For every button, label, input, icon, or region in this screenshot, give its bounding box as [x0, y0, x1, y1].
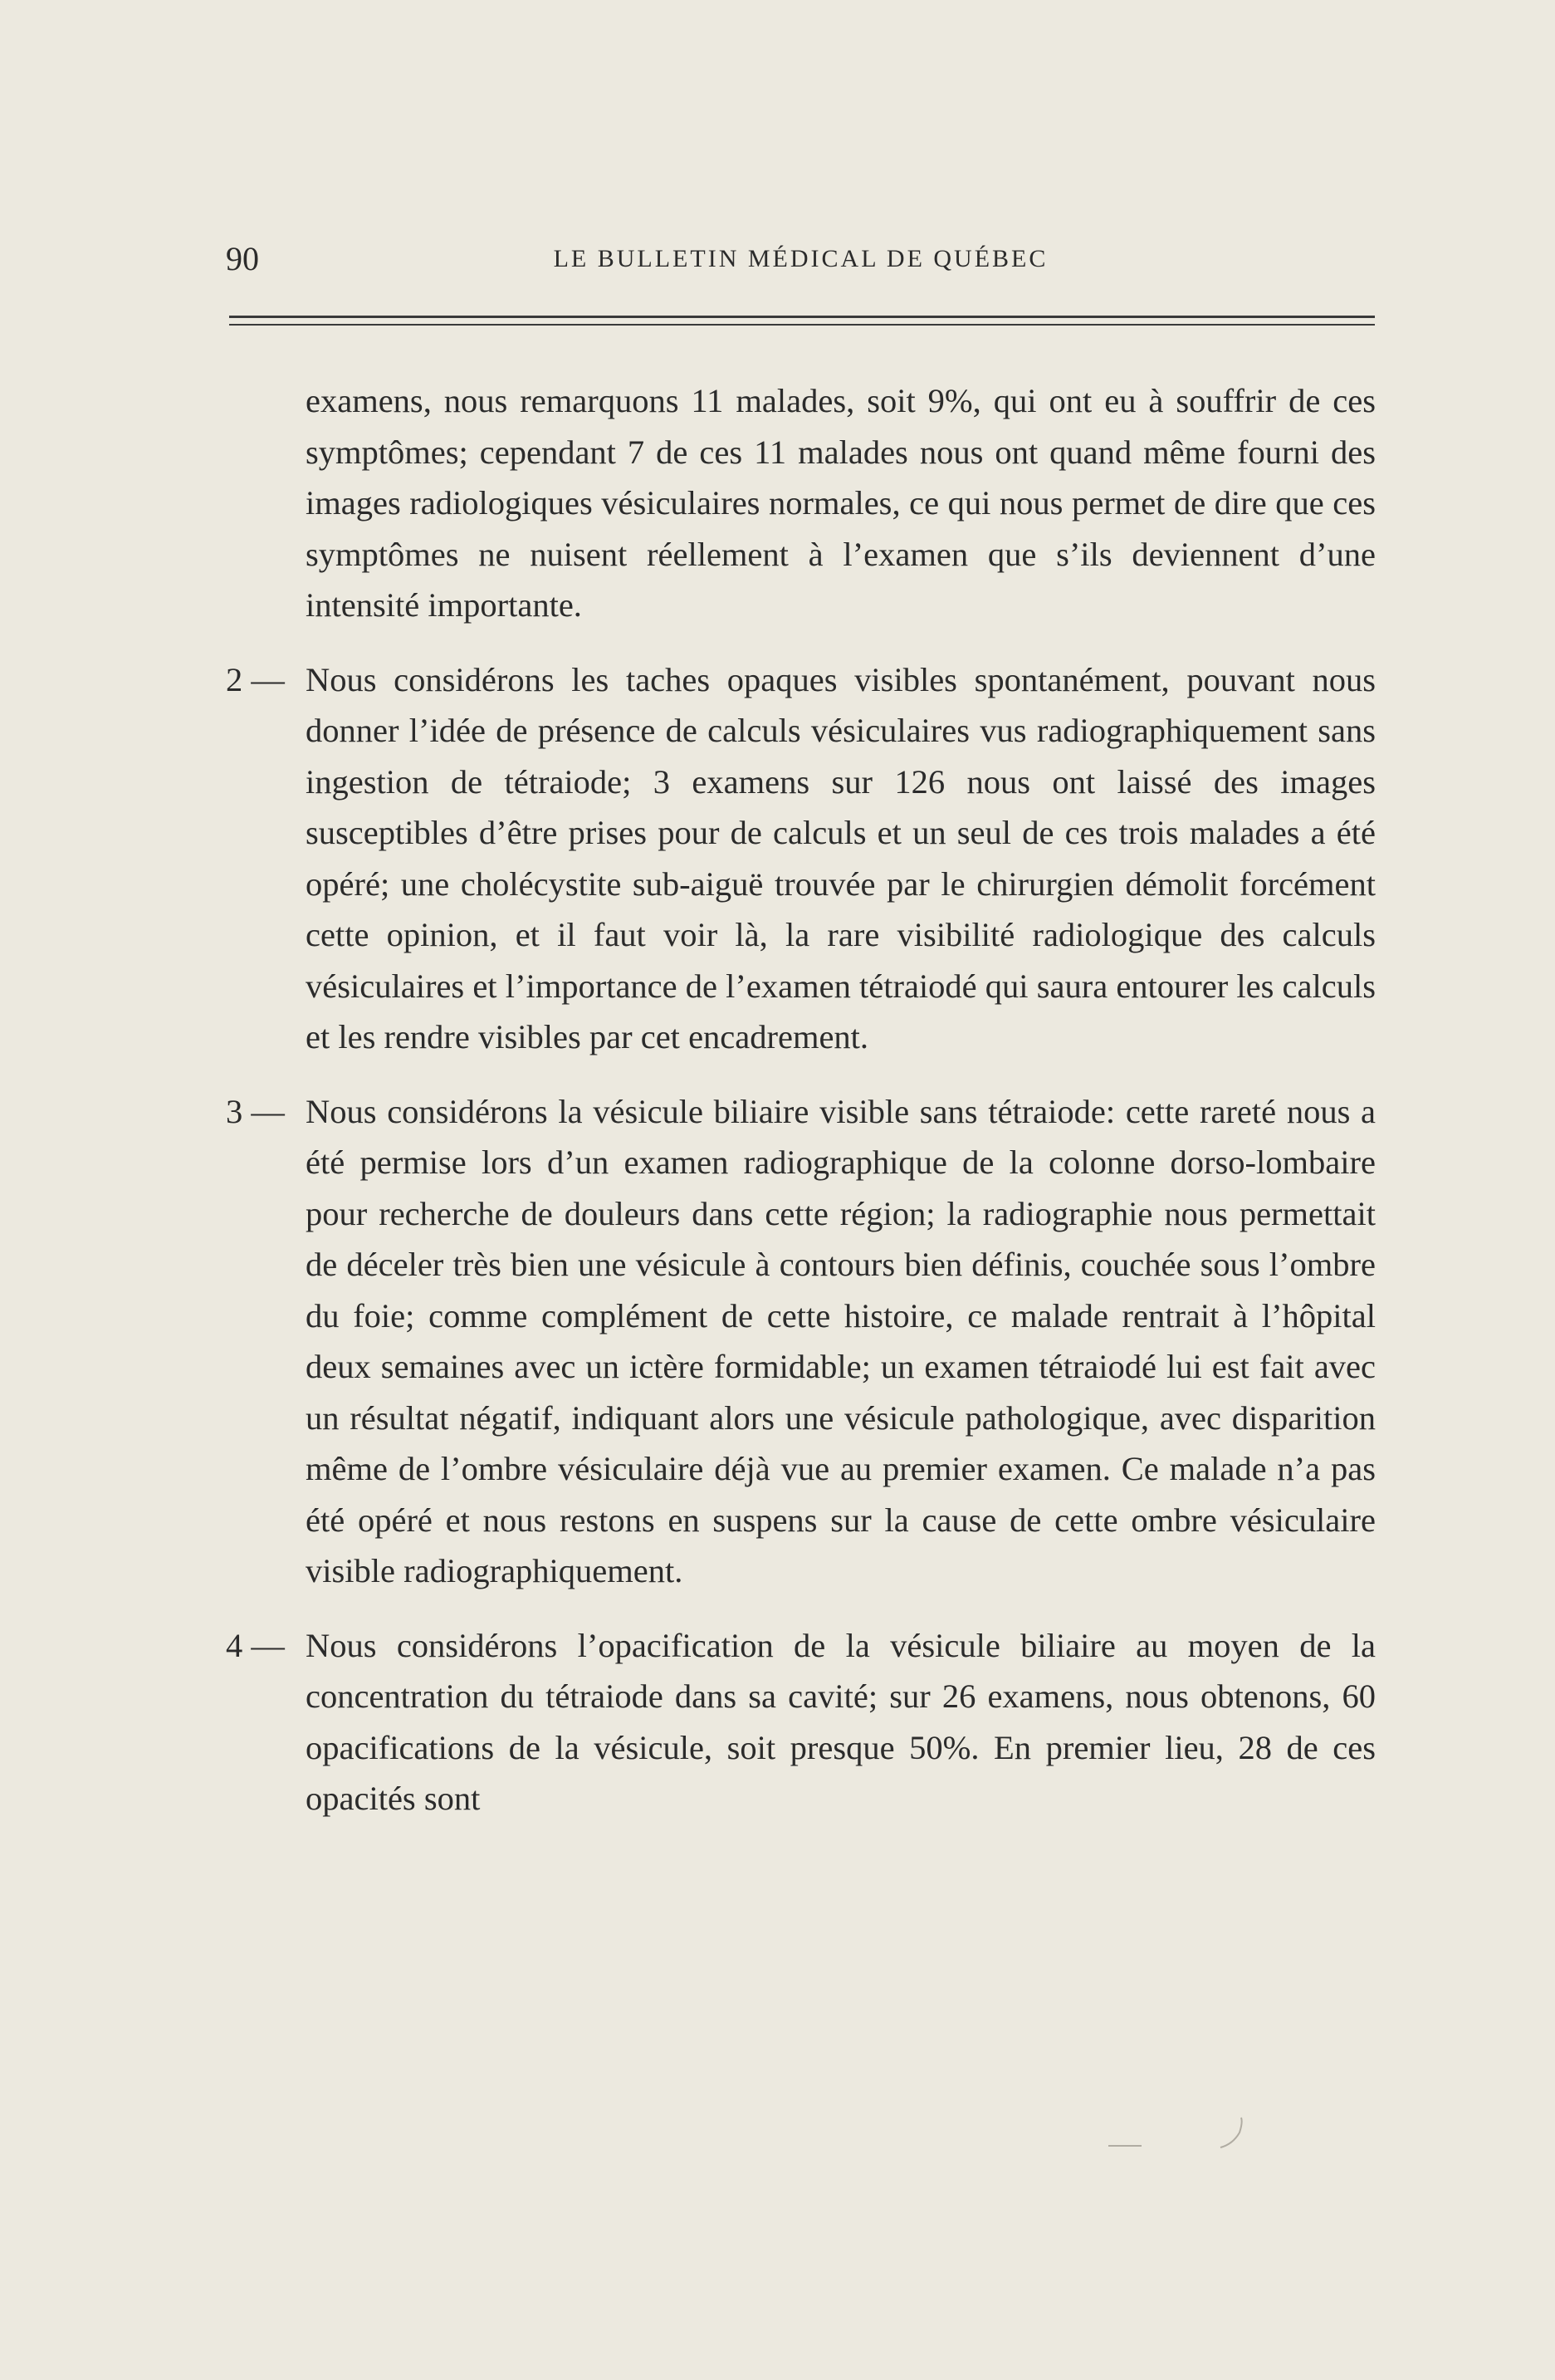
- numbered-paragraph-4: [226, 1620, 1376, 1824]
- continuation-paragraph: examens, nous remarquons 11 malades, soit 9%, qui ont eu à souffrir de ces symptômes; cependant 7 de ces 11 malades nous ont quand même fourni des images radiologiques vésiculaires normales, ce qui nous permet de dire que ces symptômes ne nuisent réellement à l’examen que s’ils deviennent d’une intensité importante.: [306, 382, 1376, 624]
- article-body: [226, 375, 1376, 1824]
- item-number: 2 —: [226, 660, 285, 698]
- item-text: Nous considérons la vésicule biliaire visible sans tétraiode: cette rareté nous a été permise lors d’un examen radiographique de la colonne dorso-lombaire pour recherche de douleurs dans cette région; la radiographie nous permettait de déceler très bien une vésicule à contours bien définis, couchée sous l’ombre du foie; comme complément de cette histoire, ce malade rentrait à l’hôpital deux semaines avec un ictère formidable; un examen tétraiodé lui est fait avec un résultat négatif, indiquant alors une vésicule pathologique, avec disparition même de l’ombre vésiculaire déjà vue au premier examen. Ce malade n’a pas été opéré et nous restons en suspens sur la cause de cette ombre vésiculaire visible radiographiquement.: [306, 1092, 1376, 1589]
- ink-smudge-mark: [1108, 2114, 1258, 2156]
- running-header: [226, 234, 1376, 284]
- running-title: LE BULLETIN MÉDICAL DE QUÉBEC: [553, 245, 1049, 272]
- item-number: 3 —: [226, 1092, 285, 1130]
- page-number: 90: [226, 240, 259, 277]
- item-text: Nous considérons les taches opaques visibles spontanément, pouvant nous donner l’idée de présence de calculs vésiculaires vus radiographiquement sans ingestion de tétraiode; 3 examens sur 126 nous ont laissé des images susceptibles d’être prises pour de calculs et un seul de ces trois malades a été opéré; une cholécystite sub-aiguë trouvée par le chirurgien démolit forcément cette opinion, et il faut voir là, la rare visibilité radiologique des calculs vésiculaires et l’importance de l’examen tétraiodé qui saura entourer les calculs et les rendre visibles par cet encadrement.: [306, 660, 1376, 1055]
- numbered-paragraph-3: [226, 1086, 1376, 1597]
- item-number: 4 —: [226, 1626, 285, 1664]
- numbered-paragraph-2: [226, 654, 1376, 1063]
- header-rule: [229, 316, 1375, 318]
- item-text: Nous considérons l’opacification de la vésicule biliaire au moyen de la concentration du tétraiode dans sa cavité; sur 26 examens, nous obtenons, 60 opacifications de la vésicule, soit presque 50%. En premier lieu, 28 de ces opacités sont: [306, 1626, 1376, 1817]
- header-rule-double: [229, 324, 1375, 326]
